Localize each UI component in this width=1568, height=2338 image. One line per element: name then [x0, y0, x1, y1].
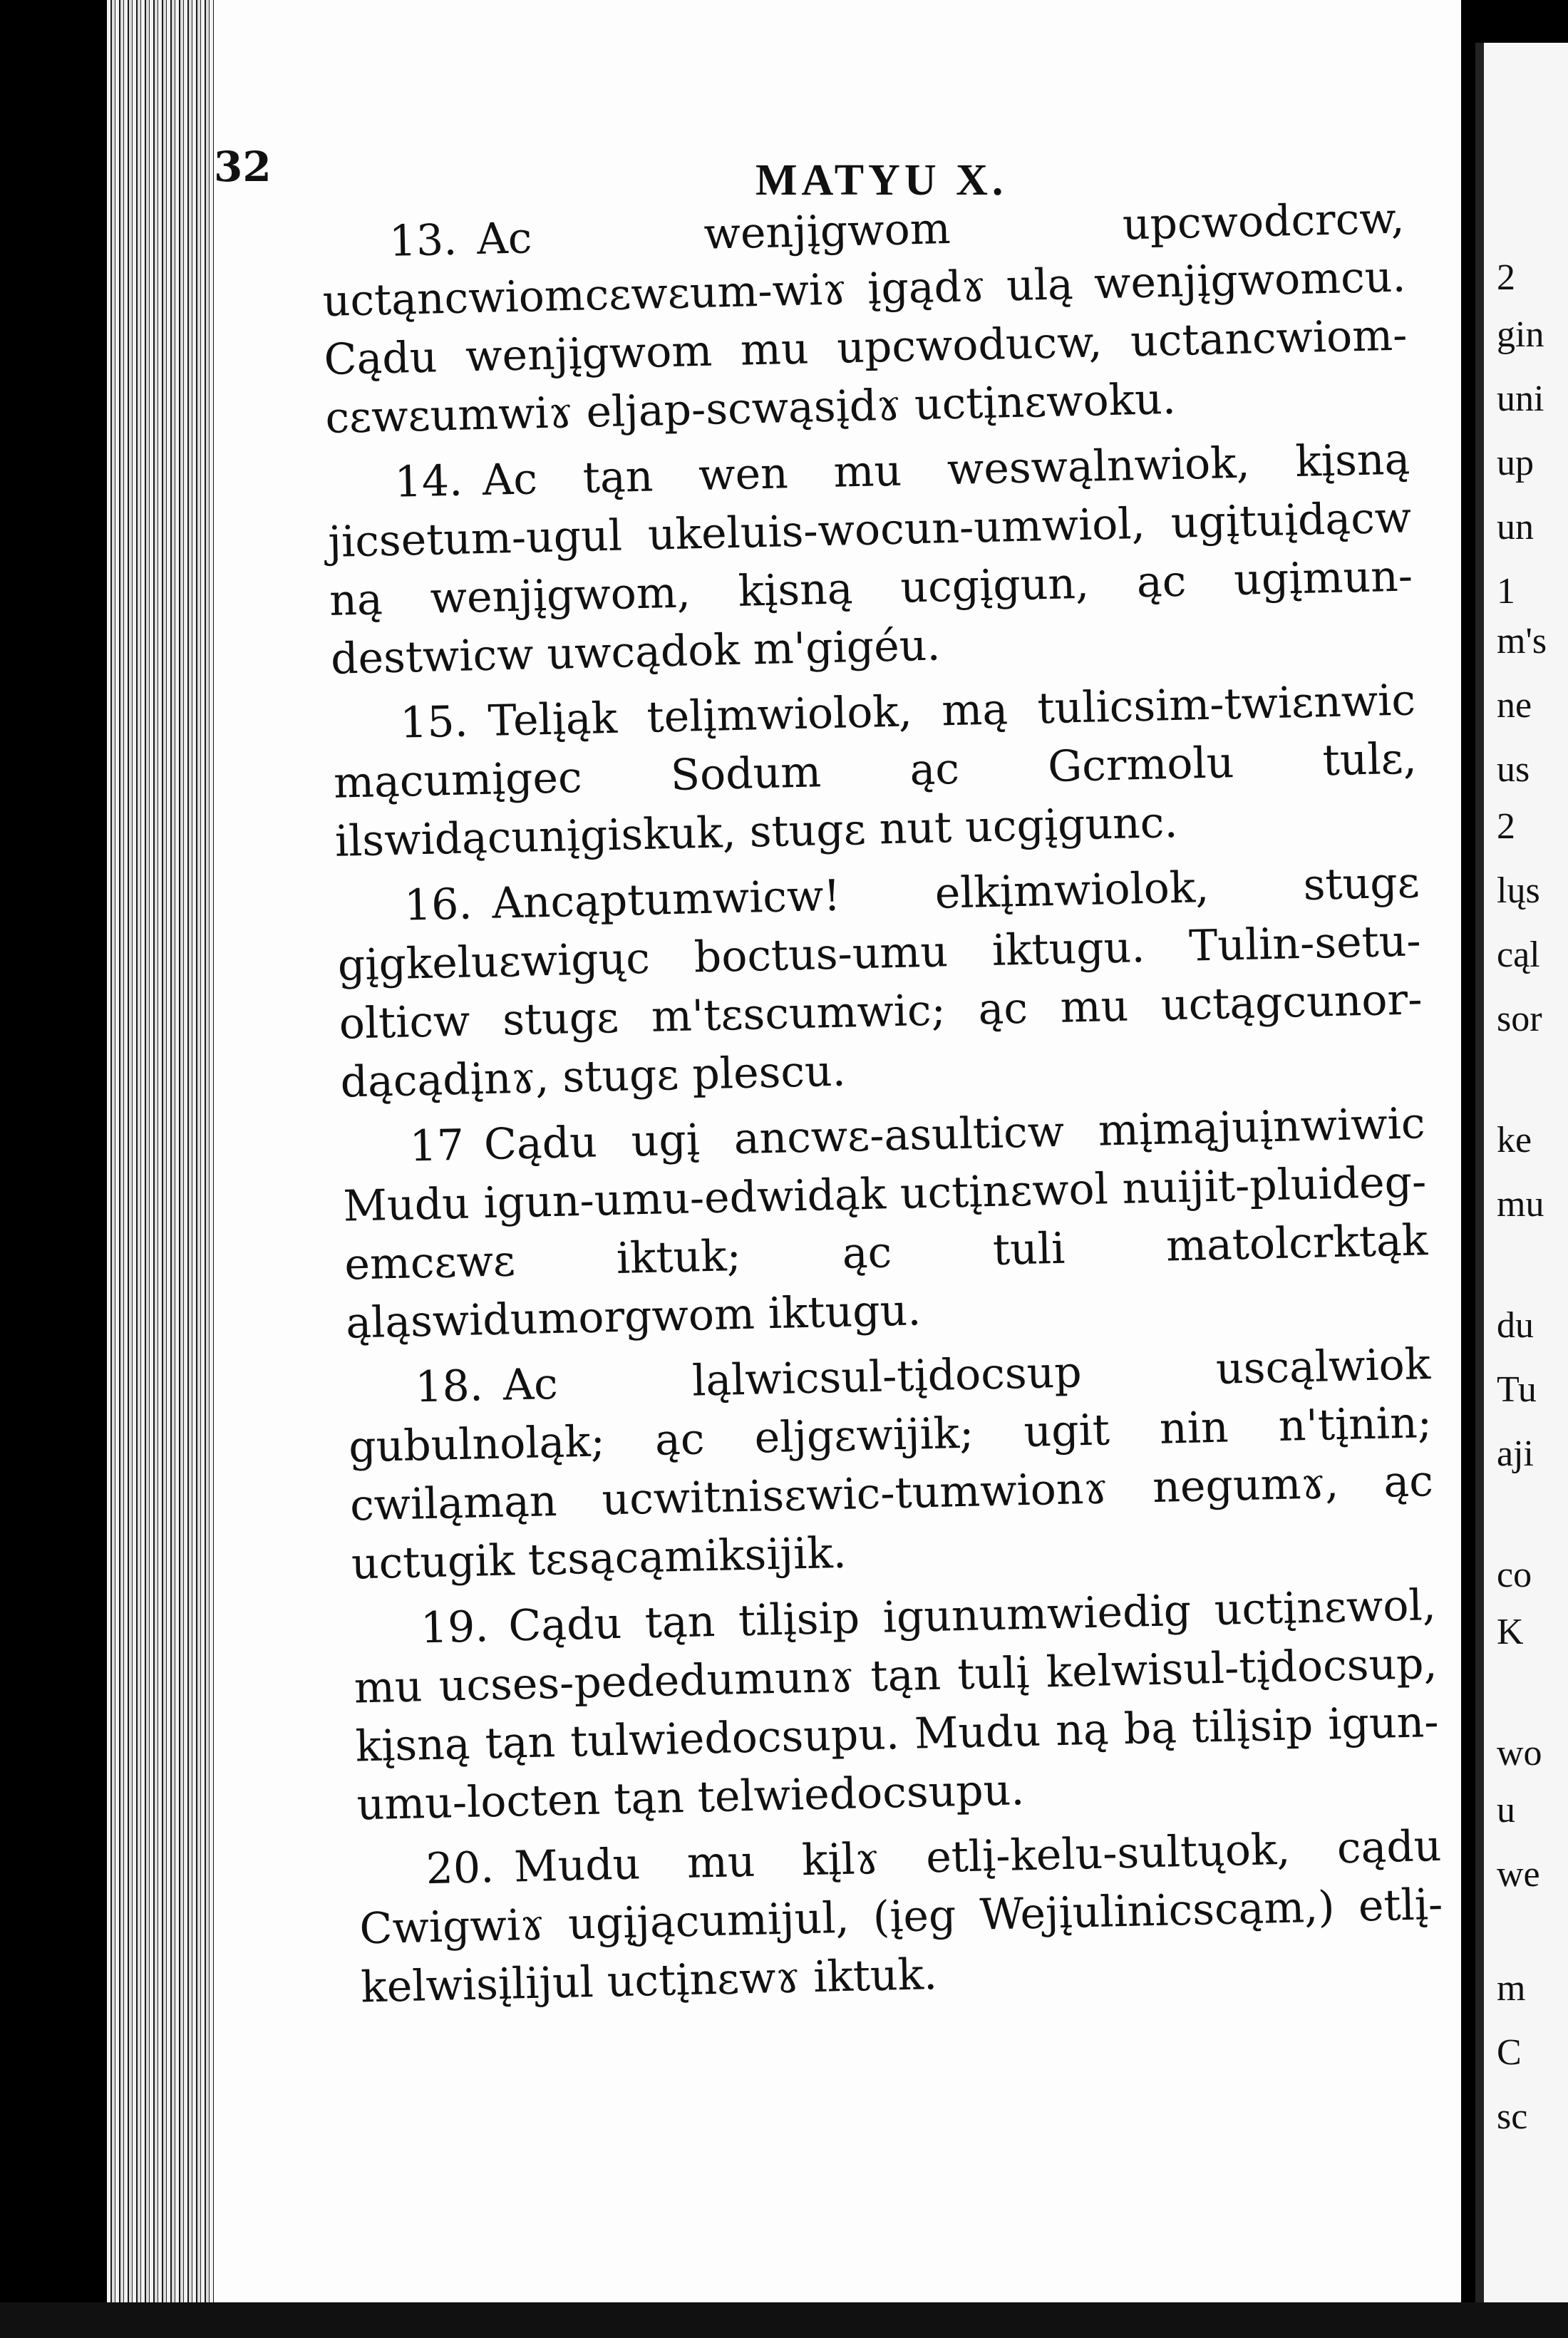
- facing-text: 2: [1497, 257, 1515, 298]
- scan-bottom-shadow: [0, 2302, 1568, 2338]
- verse-text: Mudu mu kįlɤ etlį-kelu-sultųok, cądu Cwigwiɤ ugįjącumijul, (įeg Wejįulinicscąm,) etlį-kelwisįlijul uctįnεwɤ iktuk.: [359, 1821, 1444, 2013]
- facing-text: sc: [1497, 2096, 1528, 2137]
- verse-number: 14.: [393, 455, 463, 508]
- verse: [321, 190, 1409, 448]
- verse-text: Telįąk telįmwiolok, mą tulicsim-twiεnwic mącumįgec Sodum ąc Gcrmolu tulε, ilswidącunįgiskuk, stugε nut ucgįgunc.: [333, 675, 1418, 867]
- verse-text: Ac tąn wen mu weswąlnwiok, kįsną jicsetum-ugul ukeluis-wocun-umwiol, ugįtuįdącw ną wenjįgwom, kįsną ucgįgun, ąc ugįmun-destwicw uwcądok m'gigéu.: [327, 434, 1413, 684]
- facing-text: mu: [1497, 1184, 1544, 1225]
- verse-text: Ac ląlwicsul-tįdocsup uscąlwiok gubulnoląk; ąc eljgεwijik; ugit nin n'tįnin; cwiląmąn ucwitnisεwic-tumwionɤ negumɤ, ąc uctugik tεsącąmiksijik.: [348, 1339, 1434, 1590]
- verse-number: 20.: [425, 1843, 495, 1895]
- verse-number: 19.: [420, 1602, 490, 1654]
- running-title: MATYU X.: [755, 156, 1008, 205]
- verse-number: 15.: [399, 696, 469, 748]
- verse-text: Cądu ugį ancwε-asulticw mįmąjuįnwiwic Mudu igun-umu-edwidąk uctįnεwol nuijit-pluideg-emcεwε iktuk; ąc tuli matolcrktąk ąląswidumorgwom iktugu.: [342, 1098, 1428, 1349]
- facing-text: K: [1497, 1612, 1524, 1652]
- verse: [331, 671, 1418, 870]
- facing-text: uni: [1497, 378, 1544, 419]
- verse: [341, 1094, 1430, 1352]
- facing-text: u: [1497, 1790, 1515, 1830]
- verse-number: 16.: [403, 879, 473, 931]
- facing-text: sor: [1497, 999, 1542, 1039]
- facing-text: ke: [1497, 1120, 1532, 1160]
- facing-text: co: [1497, 1555, 1532, 1595]
- facing-text: up: [1497, 443, 1534, 483]
- verse-number: 13.: [388, 215, 458, 267]
- facing-text: cąl: [1497, 934, 1540, 975]
- verse-number: 18.: [414, 1361, 484, 1413]
- book-page-edges: [107, 0, 214, 2338]
- verse-list: [321, 190, 1445, 2024]
- facing-text: aji: [1497, 1433, 1534, 1474]
- verse: [358, 1817, 1445, 2017]
- facing-text: wo: [1497, 1733, 1542, 1773]
- verse-text: Cądu tąn tilįsip igunumwiedig uctįnεwol, mu ucses-pededumunɤ tąn tulį kelwisul-tįdocsup, kįsną tąn tulwiedocsupu. Mudu ną bą tilįsip igun-umu-locten tąn telwiedocsupu.: [354, 1580, 1440, 1830]
- facing-page-fragment: [1475, 43, 1568, 2338]
- facing-text: ne: [1497, 685, 1532, 726]
- facing-text: 2: [1497, 806, 1515, 847]
- facing-text: we: [1497, 1854, 1540, 1895]
- facing-text: m's: [1497, 621, 1547, 661]
- verse: [352, 1576, 1440, 1834]
- verse-text: Ac wenjįgwom upcwodcrcw, uctąncwiomcεwεum-wiɤ įgądɤ ulą wenjįgwomcu. Cądu wenjįgwom mu upcwoducw, uctancwiom-cεwεumwiɤ eljap-scwąsįdɤ uctįnεwoku.: [321, 193, 1408, 443]
- facing-text: us: [1497, 749, 1530, 790]
- facing-text: gin: [1497, 314, 1544, 355]
- verse: [346, 1335, 1435, 1593]
- verse: [336, 853, 1424, 1111]
- facing-text: 1: [1497, 571, 1515, 612]
- facing-text: C: [1497, 2032, 1522, 2073]
- facing-text: du: [1497, 1305, 1534, 1346]
- facing-text: Tu: [1497, 1369, 1537, 1410]
- facing-text: m: [1497, 1968, 1526, 2009]
- verse-text: Ancąptumwicw! elkįmwiolok, stugε gįgkeluεwigųc boctus-umu iktugu. Tulin-setu-olticw stugε m'tεscumwic; ąc mu uctągcunor-dącądįnɤ, stugε plescu.: [337, 858, 1423, 1108]
- page-number: 32: [214, 143, 272, 191]
- facing-text: un: [1497, 507, 1534, 547]
- verse: [326, 430, 1415, 688]
- facing-text: lųs: [1497, 870, 1540, 911]
- verse-number: 17: [408, 1120, 465, 1172]
